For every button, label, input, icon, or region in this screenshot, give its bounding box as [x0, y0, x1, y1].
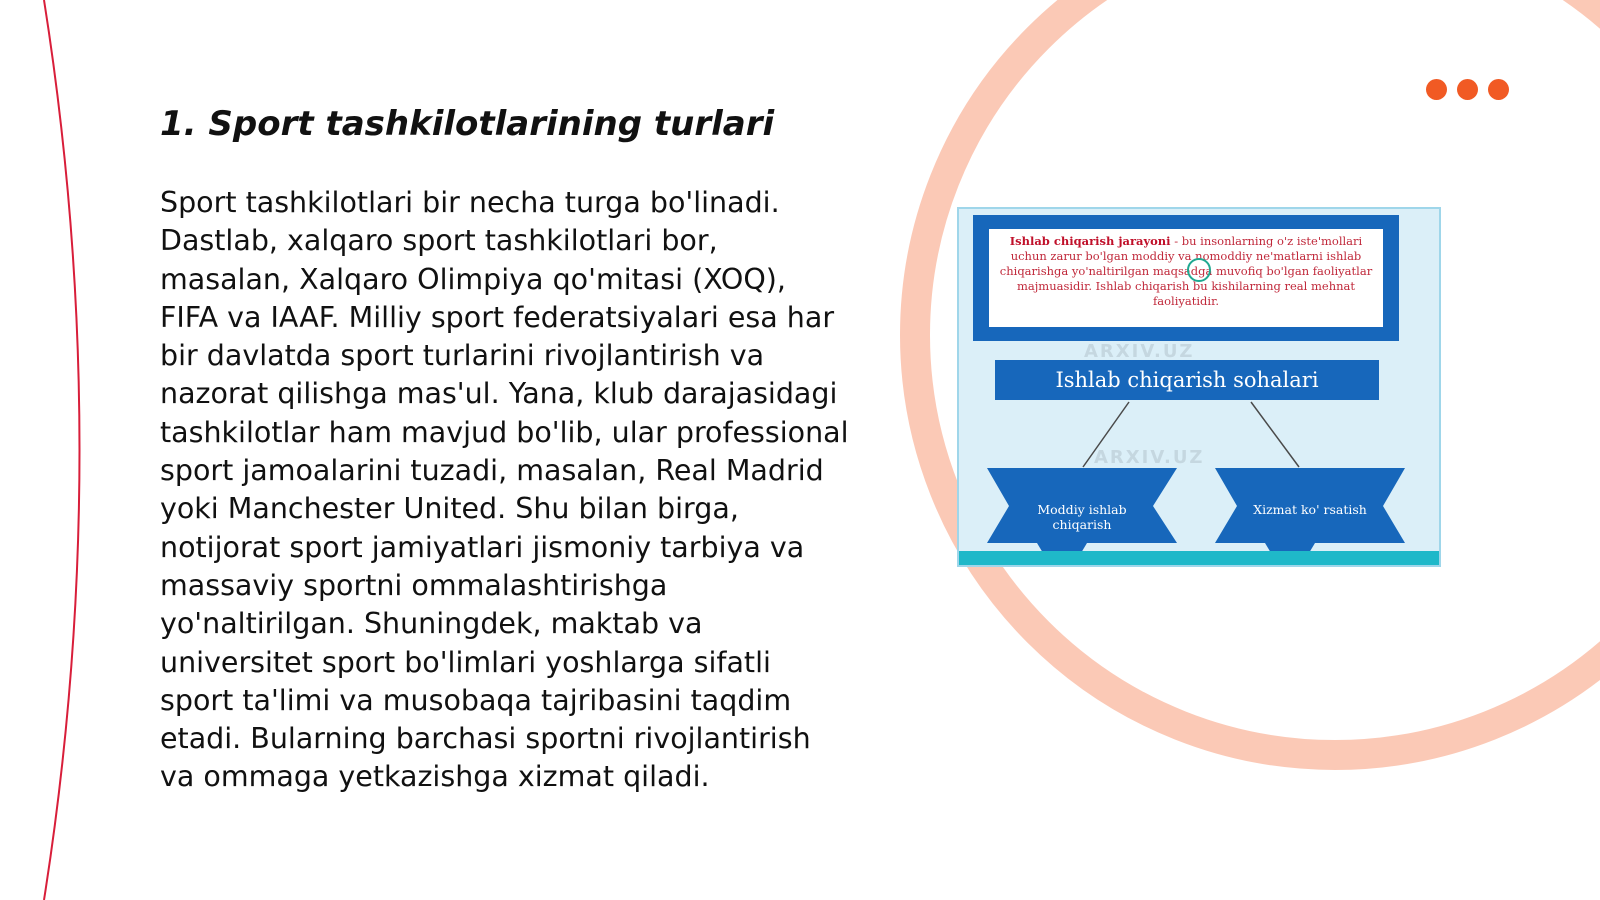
watermark-text: ARXIV.UZ: [1084, 341, 1195, 362]
dot-icon: [1457, 79, 1478, 100]
dot-icon: [1488, 79, 1509, 100]
branch-label-2: Xizmat ko' rsatish: [1253, 502, 1367, 517]
slide-body-text: Sport tashkilotlari bir necha turga bo'linadi. Dastlab, xalqaro sport tashkilotlari bor, masalan, Xalqaro Olimpiya qo'mitasi (XOQ), FIFA va IAAF. Milliy sport federatsiyalari esa har bir davlatda sport turlarini rivojlantirish va nazorat qilishga mas'ul. Yana, klub darajasidagi tashkilotlar ham mavjud bo'lib, ular professional sport jamoalarini tuzadi, masalan, Real Madrid yoki Manchester United. Shu bilan birga, notijorat sport jamiyatlari jismoniy tarbiya va massaviy sportni ommalashtirishga yo'naltirilgan. Shuningdek, maktab va universitet sport bo'limlari yoshlarga sifatli sport ta'limi va musobaqa tajribasini taqdim etadi. Bularning barchasi sportni rivojlantirish va ommaga yetkazishga xizmat qiladi.: [160, 186, 849, 794]
image-bottom-strip: [959, 551, 1439, 565]
slide-title: 1. Sport tashkilotlarining turlari: [160, 104, 775, 144]
watermark-text: ARXIV.UZ: [1094, 447, 1205, 468]
more-dots-icon: [1426, 79, 1509, 100]
cursor-ring-icon: [1188, 259, 1210, 281]
definition-text: - bu insonlarning o'z iste'mollari uchun zarur bo'lgan moddiy va nomoddiy ne'matlarni ishlab chiqarishga yo'naltirilgan maqsadga muvofiq bo'lgan faoliyatlar majmuasidir. Ishlab chiqarish bu kishilarning real mehnat faoliyatidir.: [999, 234, 1373, 308]
branch-label-1: Moddiy ishlab chiqarish: [1037, 502, 1127, 532]
embedded-diagram-image: [957, 207, 1441, 567]
connector-right: [1251, 402, 1299, 467]
diagram-banner: Ishlab chiqarish sohalari: [995, 360, 1379, 400]
definition-term: Ishlab chiqarish jarayoni: [1009, 234, 1171, 248]
dot-icon: [1426, 79, 1447, 100]
left-decorative-curve: [44, 0, 80, 900]
